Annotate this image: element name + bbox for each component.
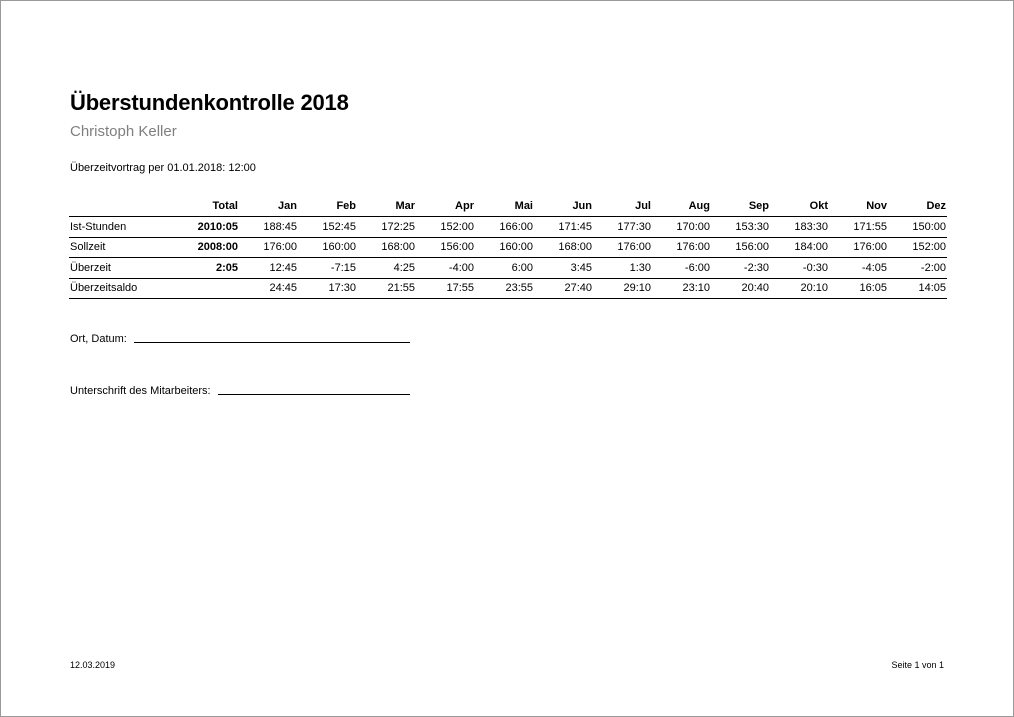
table-cell: 14:05 xyxy=(918,282,946,295)
table-cell: -4:00 xyxy=(448,261,474,274)
table-cell: 176:00 xyxy=(853,241,887,254)
table-cell: 171:55 xyxy=(853,220,887,233)
table-cell: 152:45 xyxy=(322,220,356,233)
table-cell: 23:55 xyxy=(505,282,533,295)
row-total: 2:05 xyxy=(215,261,238,274)
table-cell: -2:30 xyxy=(743,261,769,274)
table-row-ueberzeitsaldo xyxy=(69,278,947,299)
table-cell: 4:25 xyxy=(393,261,415,274)
carryover-text: Überzeitvortrag per 01.01.2018: 12:00 xyxy=(70,162,256,174)
table-cell: 168:00 xyxy=(381,241,415,254)
column-header-apr: Apr xyxy=(455,200,474,212)
table-cell: -7:15 xyxy=(330,261,356,274)
employee-name: Christoph Keller xyxy=(70,123,177,140)
row-label: Sollzeit xyxy=(70,241,106,254)
table-row-ist-stunden xyxy=(69,217,947,238)
table-cell: 166:00 xyxy=(499,220,533,233)
row-total: 2008:00 xyxy=(197,241,238,254)
row-total xyxy=(181,278,239,299)
row-total: 2010:05 xyxy=(197,220,238,233)
table-cell: 152:00 xyxy=(440,220,474,233)
row-label: Überzeit xyxy=(70,261,111,274)
table-cell: 160:00 xyxy=(322,241,356,254)
table-cell: -0:30 xyxy=(802,261,828,274)
table-row-ueberzeit xyxy=(69,258,947,279)
table-cell: 23:10 xyxy=(682,282,710,295)
place-date-label: Ort, Datum: xyxy=(70,333,127,345)
table-cell: 183:30 xyxy=(794,220,828,233)
table-cell: 176:00 xyxy=(617,241,651,254)
footer-page-info: Seite 1 von 1 xyxy=(891,660,944,670)
table-cell: 29:10 xyxy=(623,282,651,295)
footer-date: 12.03.2019 xyxy=(70,660,116,670)
table-cell: 152:00 xyxy=(912,241,946,254)
table-cell: 170:00 xyxy=(676,220,710,233)
table-cell: 150:00 xyxy=(912,220,946,233)
table-cell: 184:00 xyxy=(794,241,828,254)
table-header-row xyxy=(69,196,947,217)
table-cell: 17:55 xyxy=(446,282,474,295)
column-header-mai: Mai xyxy=(514,200,533,212)
table-cell: 21:55 xyxy=(387,282,415,295)
table-cell: 20:10 xyxy=(800,282,828,295)
table-cell: 177:30 xyxy=(617,220,651,233)
column-header xyxy=(69,196,181,217)
table-cell: -6:00 xyxy=(684,261,710,274)
column-header-jan: Jan xyxy=(278,200,297,212)
table-cell: 176:00 xyxy=(263,241,297,254)
column-header-mar: Mar xyxy=(395,200,415,212)
table-cell: 12:45 xyxy=(269,261,297,274)
column-header-aug: Aug xyxy=(688,200,710,212)
table-cell: 6:00 xyxy=(511,261,533,274)
table-cell: -4:05 xyxy=(861,261,887,274)
signature-label: Unterschrift des Mitarbeiters: xyxy=(70,385,211,397)
place-date-rule xyxy=(134,341,410,343)
table-row-sollzeit xyxy=(69,237,947,258)
page-title: Überstundenkontrolle 2018 xyxy=(70,90,349,115)
column-header-sep: Sep xyxy=(748,200,769,212)
column-header-jun: Jun xyxy=(572,200,592,212)
signature-line xyxy=(70,385,410,397)
table-cell: 1:30 xyxy=(629,261,651,274)
table-cell: 24:45 xyxy=(269,282,297,295)
column-header-jul: Jul xyxy=(635,200,651,212)
row-label: Überzeitsaldo xyxy=(70,282,138,295)
column-header-dez: Dez xyxy=(926,200,946,212)
table-cell: -2:00 xyxy=(920,261,946,274)
place-date-line xyxy=(70,333,410,345)
table-cell: 156:00 xyxy=(440,241,474,254)
table-cell: 27:40 xyxy=(564,282,592,295)
table-cell: 3:45 xyxy=(570,261,592,274)
table-cell: 188:45 xyxy=(263,220,297,233)
table-cell: 153:30 xyxy=(735,220,769,233)
table-cell: 17:30 xyxy=(328,282,356,295)
column-header-okt: Okt xyxy=(809,200,828,212)
column-header-feb: Feb xyxy=(336,200,356,212)
column-header-total: Total xyxy=(212,200,238,212)
table-cell: 172:25 xyxy=(381,220,415,233)
table-cell: 20:40 xyxy=(741,282,769,295)
table-cell: 168:00 xyxy=(558,241,592,254)
table-cell: 171:45 xyxy=(558,220,592,233)
table-cell: 156:00 xyxy=(735,241,769,254)
table-cell: 176:00 xyxy=(676,241,710,254)
overtime-table xyxy=(69,196,947,299)
row-label: Ist-Stunden xyxy=(70,220,127,233)
table-cell: 16:05 xyxy=(859,282,887,295)
signature-rule xyxy=(218,393,410,395)
table-cell: 160:00 xyxy=(499,241,533,254)
column-header-nov: Nov xyxy=(866,200,887,212)
